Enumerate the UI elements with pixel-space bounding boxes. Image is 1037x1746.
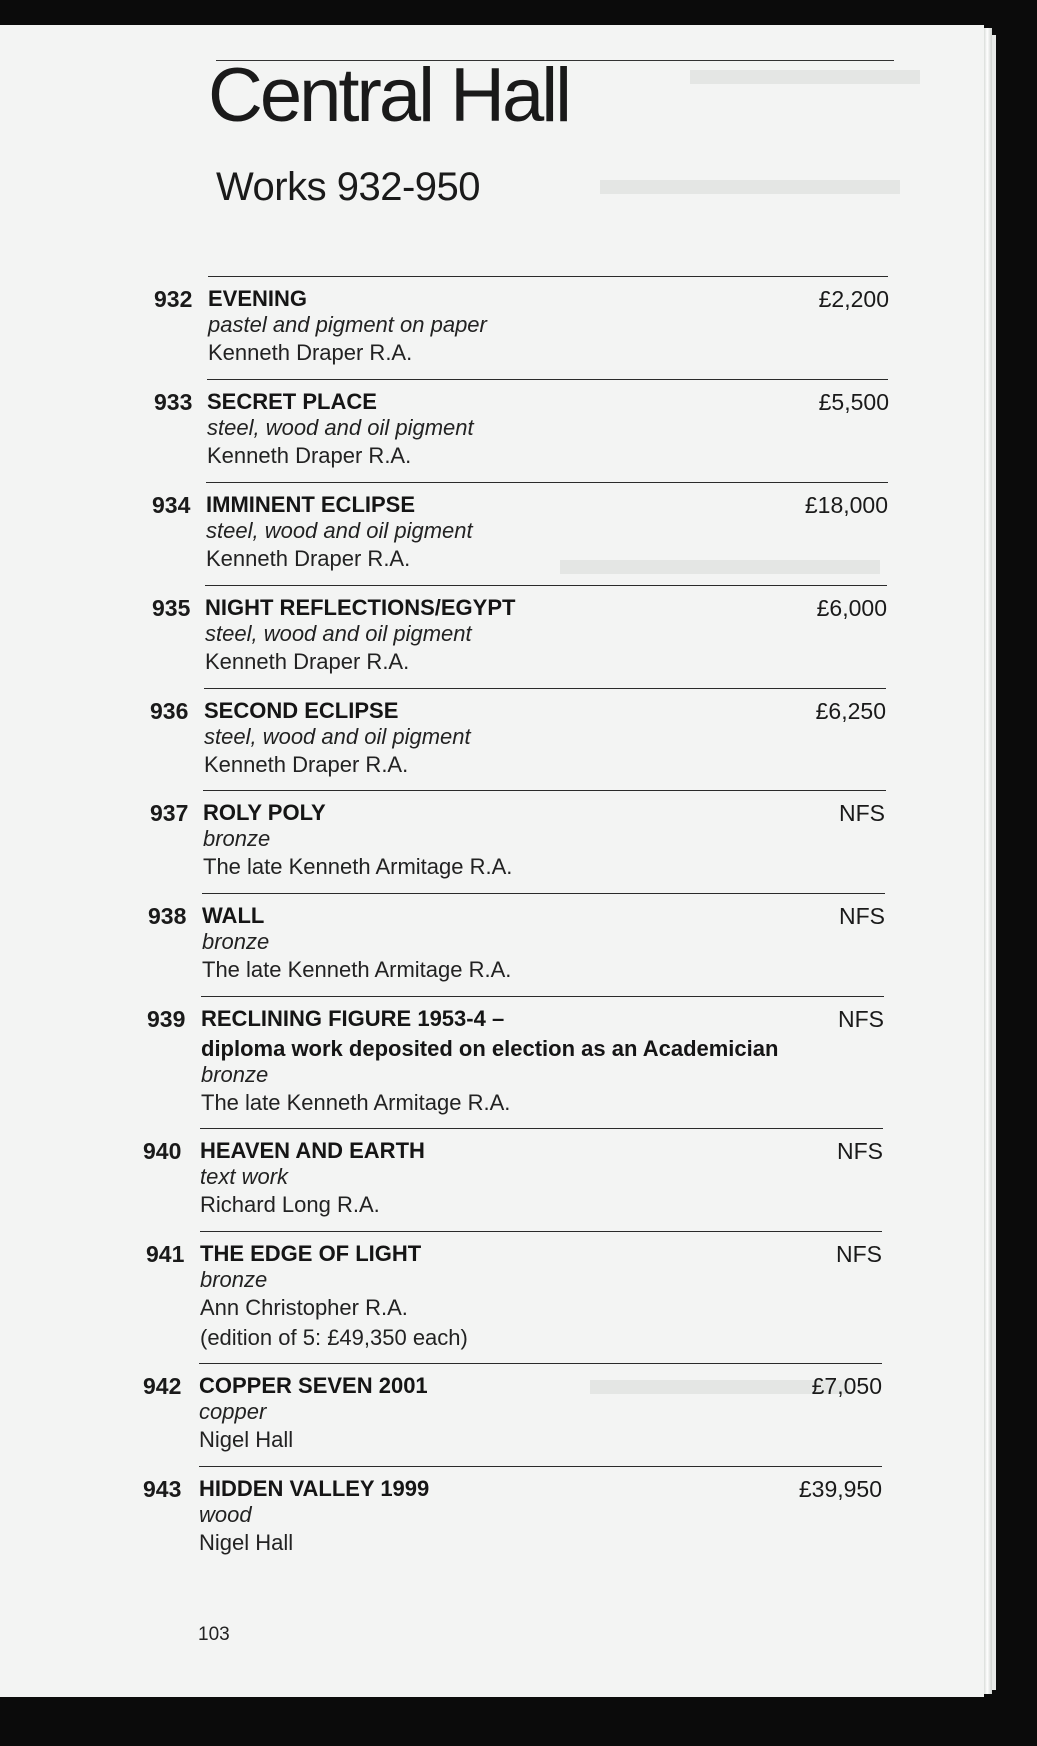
work-entry <box>0 893 1037 993</box>
page-title: Central Hall <box>208 53 570 138</box>
work-medium: bronze <box>203 826 271 851</box>
work-entry <box>0 996 1037 1115</box>
entry-rule <box>200 1231 882 1232</box>
work-artist: Kenneth Draper R.A. <box>204 752 409 777</box>
work-price: £6,000 <box>816 595 887 621</box>
entry-rule <box>206 482 888 483</box>
work-artist: Nigel Hall <box>199 1427 294 1452</box>
work-entry <box>0 379 1037 479</box>
work-number: 938 <box>148 903 187 929</box>
entry-rule <box>200 1128 883 1129</box>
work-entry <box>0 688 1037 788</box>
work-title: ROLY POLY <box>203 800 326 825</box>
work-number: 936 <box>150 698 189 724</box>
work-price: NFS <box>839 903 885 929</box>
work-title: HIDDEN VALLEY 1999 <box>199 1476 430 1501</box>
work-medium: wood <box>199 1502 252 1527</box>
work-number: 943 <box>143 1476 182 1502</box>
work-artist: Ann Christopher R.A. <box>200 1295 408 1320</box>
work-medium: steel, wood and oil pigment <box>206 518 473 543</box>
entry-rule <box>202 893 885 894</box>
work-price: NFS <box>839 800 885 826</box>
entry-rule <box>205 585 887 586</box>
work-artist: The late Kenneth Armitage R.A. <box>202 957 512 982</box>
work-number: 942 <box>143 1373 182 1399</box>
work-medium: steel, wood and oil pigment <box>204 724 471 749</box>
work-medium: copper <box>199 1399 267 1424</box>
entry-rule <box>204 688 886 689</box>
entry-rule <box>208 276 888 277</box>
work-title: THE EDGE OF LIGHT <box>200 1241 422 1266</box>
work-entry <box>0 1231 1037 1350</box>
work-price: £2,200 <box>818 286 889 312</box>
work-entry <box>0 1128 1037 1228</box>
work-title: IMMINENT ECLIPSE <box>206 492 416 517</box>
work-title: NIGHT REFLECTIONS/EGYPT <box>205 595 516 620</box>
work-medium: steel, wood and oil pigment <box>205 621 472 646</box>
work-price: £6,250 <box>815 698 886 724</box>
work-artist: Kenneth Draper R.A. <box>205 649 410 674</box>
work-price: £39,950 <box>798 1476 882 1502</box>
work-title: RECLINING FIGURE 1953-4 – <box>201 1006 505 1031</box>
entry-rule <box>199 1466 882 1467</box>
work-entry <box>0 482 1037 582</box>
work-title: COPPER SEVEN 2001 <box>199 1373 428 1398</box>
work-number: 933 <box>154 389 193 415</box>
work-title: SECOND ECLIPSE <box>204 698 399 723</box>
work-medium: pastel and pigment on paper <box>208 312 487 337</box>
work-medium: text work <box>200 1164 289 1189</box>
work-price: £18,000 <box>804 492 888 518</box>
work-edition: (edition of 5: £49,350 each) <box>200 1325 468 1350</box>
work-artist: Kenneth Draper R.A. <box>206 546 411 571</box>
work-price: £7,050 <box>811 1373 882 1399</box>
work-number: 941 <box>146 1241 185 1267</box>
entry-rule <box>199 1363 882 1364</box>
work-entry <box>0 585 1037 685</box>
work-number: 940 <box>143 1138 182 1164</box>
work-title: SECRET PLACE <box>207 389 377 414</box>
entry-rule <box>203 790 886 791</box>
work-price: £5,500 <box>818 389 889 415</box>
work-title: EVENING <box>208 286 308 311</box>
page-number: 103 <box>198 1624 230 1645</box>
work-price: NFS <box>838 1006 884 1032</box>
entry-rule <box>207 379 888 380</box>
work-entry <box>0 790 1037 890</box>
work-medium: steel, wood and oil pigment <box>207 415 474 440</box>
work-artist: Kenneth Draper R.A. <box>207 443 412 468</box>
work-entry <box>0 1466 1037 1566</box>
work-artist: The late Kenneth Armitage R.A. <box>201 1090 511 1115</box>
work-artist: The late Kenneth Armitage R.A. <box>203 854 513 879</box>
work-number: 934 <box>152 492 191 518</box>
work-number: 932 <box>154 286 193 312</box>
page-subtitle: Works 932-950 <box>216 165 481 209</box>
work-title: WALL <box>202 903 265 928</box>
work-medium: bronze <box>202 929 270 954</box>
work-entry <box>0 1363 1037 1463</box>
work-price: NFS <box>837 1138 883 1164</box>
work-price: NFS <box>836 1241 882 1267</box>
work-artist: Nigel Hall <box>199 1530 294 1555</box>
work-medium: bronze <box>200 1267 268 1292</box>
work-number: 939 <box>147 1006 186 1032</box>
work-medium: bronze <box>201 1062 269 1087</box>
work-number: 937 <box>150 800 189 826</box>
work-title: HEAVEN AND EARTH <box>200 1138 425 1163</box>
entry-rule <box>201 996 884 997</box>
work-entry <box>0 276 1037 376</box>
work-artist: Kenneth Draper R.A. <box>208 340 413 365</box>
work-artist: Richard Long R.A. <box>200 1192 380 1217</box>
work-title-line2: diploma work deposited on election as an Academician <box>201 1036 779 1061</box>
work-number: 935 <box>152 595 191 621</box>
